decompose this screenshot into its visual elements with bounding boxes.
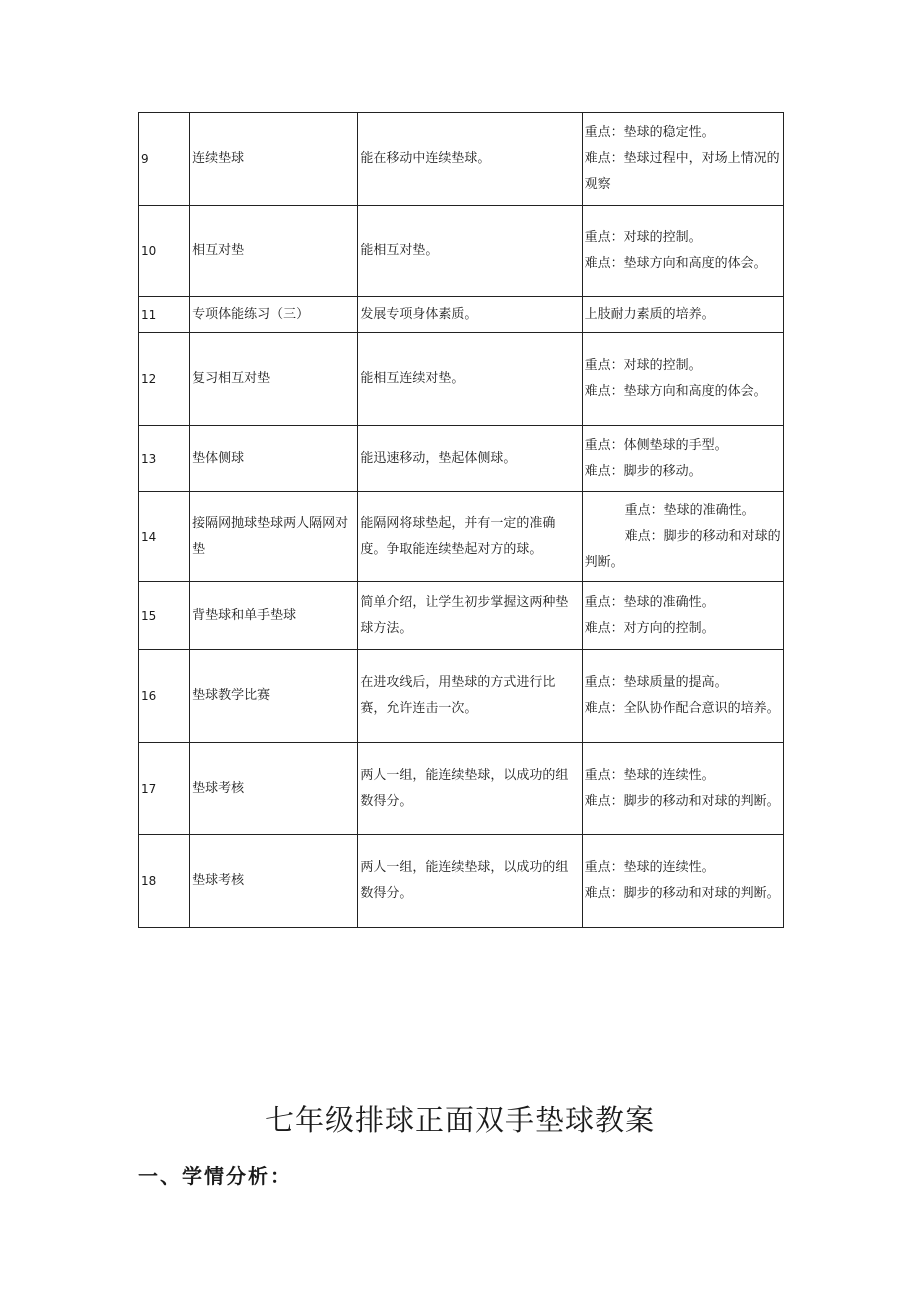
key-point: 重点：垫球的连续性。	[584, 767, 715, 783]
key-point: 重点：垫球的准确性。	[624, 502, 755, 518]
lesson-number: 14	[139, 492, 190, 582]
key-point: 重点：垫球的准确性。	[584, 594, 715, 610]
lesson-number: 17	[139, 743, 190, 835]
lesson-key-points	[582, 426, 783, 492]
lesson-content: 专项体能练习（三）	[190, 297, 358, 333]
table-row	[139, 582, 784, 650]
lesson-number: 11	[139, 297, 190, 333]
lesson-content: 垫球考核	[190, 835, 358, 928]
lesson-content: 连续垫球	[190, 113, 358, 206]
table-row	[139, 426, 784, 492]
lesson-content: 垫体侧球	[190, 426, 358, 492]
difficulty: 难点：对方向的控制。	[584, 620, 715, 636]
difficulty: 难点：垫球方向和高度的体会。	[584, 384, 767, 399]
lesson-key-points	[582, 582, 783, 650]
lesson-number: 13	[139, 426, 190, 492]
lesson-goal: 在进攻线后，用垫球的方式进行比赛，允许连击一次。	[358, 650, 582, 743]
lesson-key-points	[582, 743, 783, 835]
document-title: 七年级排球正面双手垫球教案	[264, 1103, 655, 1137]
key-point: 重点：垫球的连续性。	[584, 860, 715, 875]
lesson-key-points	[582, 650, 783, 743]
lesson-content: 背垫球和单手垫球	[190, 582, 358, 650]
key-point: 重点：垫球的稳定性。	[584, 125, 715, 140]
lesson-content: 复习相互对垫	[190, 333, 358, 426]
difficulty: 难点：全队协作配合意识的培养。	[584, 701, 780, 716]
key-point: 重点：体侧垫球的手型。	[584, 437, 728, 453]
key-point: 重点：对球的控制。	[584, 358, 702, 373]
table-row	[139, 650, 784, 743]
lesson-number: 12	[139, 333, 190, 426]
key-point: 上肢耐力素质的培养。	[584, 306, 715, 322]
difficulty: 难点：垫球过程中，对场上情况的观察	[584, 151, 780, 192]
lesson-number: 16	[139, 650, 190, 743]
lesson-key-points	[582, 206, 783, 297]
difficulty: 难点：脚步的移动。	[584, 463, 702, 479]
lesson-goal: 发展专项身体素质。	[358, 297, 582, 333]
table-row	[139, 835, 784, 928]
lesson-number: 18	[139, 835, 190, 928]
lesson-goal: 能迅速移动，垫起体侧球。	[358, 426, 582, 492]
table-row	[139, 113, 784, 206]
lesson-content: 接隔网抛球垫球两人隔网对垫	[190, 492, 358, 582]
table-row	[139, 333, 784, 426]
lesson-key-points	[582, 333, 783, 426]
lesson-key-points	[582, 113, 783, 206]
lesson-goal: 能隔网将球垫起，并有一定的准确度。争取能连续垫起对方的球。	[358, 492, 582, 582]
lesson-key-points	[582, 835, 783, 928]
lesson-goal: 两人一组，能连续垫球，以成功的组数得分。	[358, 835, 582, 928]
lesson-goal: 能相互对垫。	[358, 206, 582, 297]
table-row	[139, 297, 784, 333]
lesson-goal: 能相互连续对垫。	[358, 333, 582, 426]
lesson-key-points	[582, 297, 783, 333]
section-heading: 一、学情分析：	[138, 1164, 292, 1188]
table-row	[139, 492, 784, 582]
lesson-content: 垫球考核	[190, 743, 358, 835]
lesson-number: 15	[139, 582, 190, 650]
lesson-plan-table	[138, 112, 784, 928]
difficulty: 难点：脚步的移动和对球的判断。	[584, 886, 780, 901]
key-point: 重点：对球的控制。	[584, 230, 702, 245]
key-point: 重点：垫球质量的提高。	[584, 675, 728, 690]
table-row	[139, 206, 784, 297]
lesson-goal: 简单介绍，让学生初步掌握这两种垫球方法。	[358, 582, 582, 650]
difficulty: 难点：脚步的移动和对球的判断。	[584, 793, 780, 809]
difficulty: 难点：垫球方向和高度的体会。	[584, 256, 767, 271]
lesson-number: 9	[139, 113, 190, 206]
lesson-goal: 能在移动中连续垫球。	[358, 113, 582, 206]
lesson-key-points	[582, 492, 783, 582]
difficulty: 难点：脚步的移动和对球的判断。	[584, 528, 781, 570]
lesson-content: 垫球教学比赛	[190, 650, 358, 743]
lesson-number: 10	[139, 206, 190, 297]
lesson-content: 相互对垫	[190, 206, 358, 297]
lesson-goal: 两人一组，能连续垫球，以成功的组数得分。	[358, 743, 582, 835]
table-row	[139, 743, 784, 835]
